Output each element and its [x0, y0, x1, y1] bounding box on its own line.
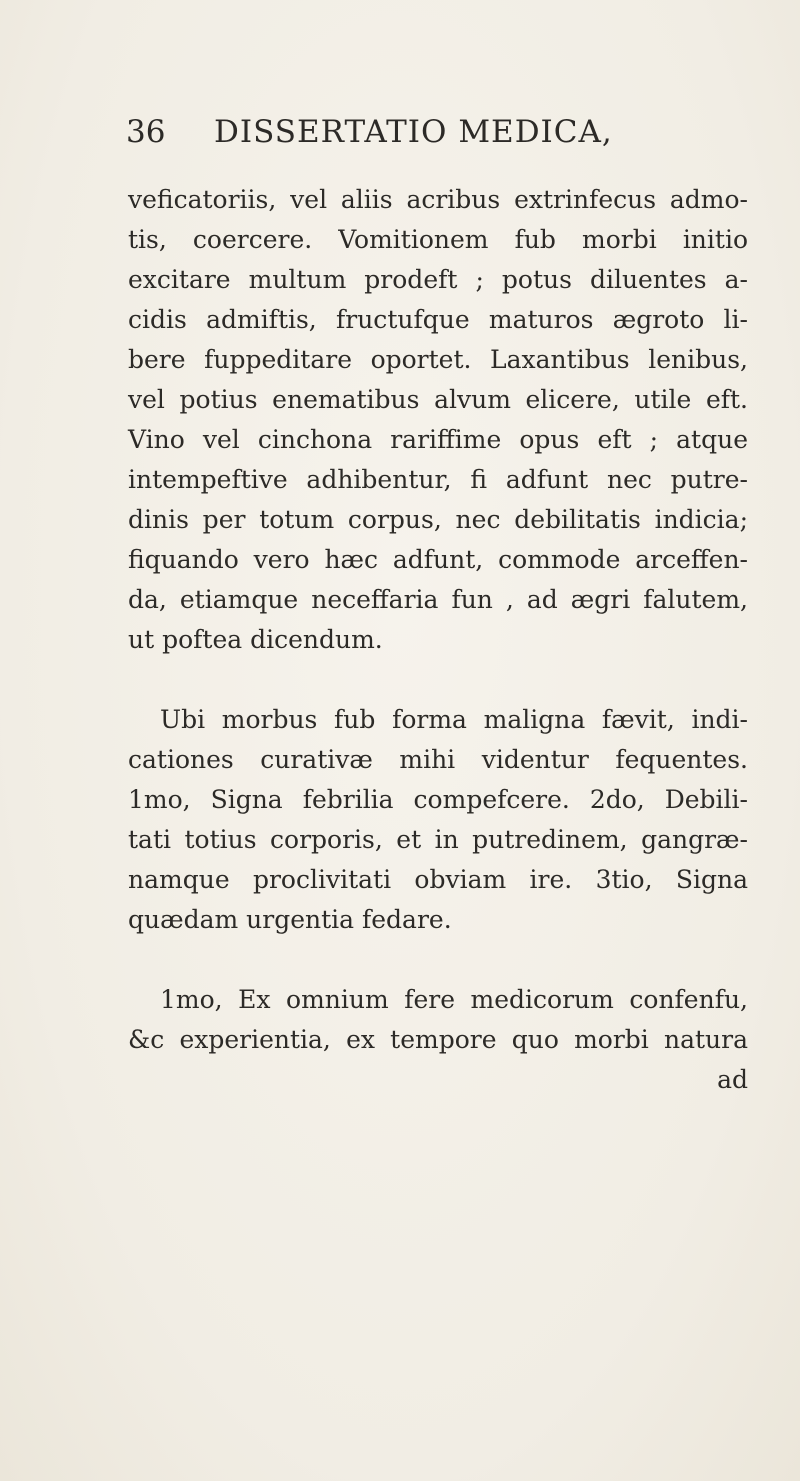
text-line: tati totius corporis, et in putredinem, gangræ- [128, 825, 748, 854]
paragraph-1 [128, 180, 748, 660]
text-line: 1mo, Ex omnium fere medicorum confenfu, [160, 985, 748, 1014]
text-line: namque proclivitati obviam ire. 3tio, Signa [128, 865, 748, 894]
paragraph-gap [128, 940, 748, 980]
text-line: &c experientia, ex tempore quo morbi natura [128, 1025, 748, 1054]
text-line: quædam urgentia fedare. [128, 905, 452, 934]
text-line: cationes curativæ mihi videntur fequentes. [128, 745, 748, 774]
text-line: vel potius enematibus alvum elicere, utile eft. [128, 385, 748, 414]
text-line: cidis admiftis, fructufque maturos ægroto li- [128, 305, 748, 334]
text-line: intempeftive adhibentur, fi adfunt nec putre- [128, 465, 748, 494]
text-line: veficatoriis, vel aliis acribus extrinfecus admo- [128, 185, 748, 214]
running-title: DISSERTATIO MEDICA, [214, 114, 613, 150]
text-line: tis, coercere. Vomitionem fub morbi initio [128, 225, 748, 254]
text-line: excitare multum prodeft ; potus diluentes a- [128, 265, 748, 294]
page-header [126, 112, 746, 162]
text-line: ut poftea dicendum. [128, 625, 383, 654]
text-line: dinis per totum corpus, nec debilitatis indicia; [128, 505, 748, 534]
text-line: fiquando vero hæc adfunt, commode arceffen- [128, 545, 748, 574]
paragraph-2 [128, 700, 748, 940]
text-line: da, etiamque neceffaria fun , ad ægri falutem, [128, 585, 748, 614]
page-number: 36 [126, 114, 166, 150]
paragraph-3 [128, 980, 748, 1100]
catchword: ad [717, 1065, 748, 1094]
paragraph-gap [128, 660, 748, 700]
text-line: bere fuppeditare oportet. Laxantibus lenibus, [128, 345, 748, 374]
text-line: Ubi morbus fub forma maligna fævit, indi- [160, 705, 748, 734]
text-line: Vino vel cinchona rariffime opus eft ; atque [128, 425, 748, 454]
text-body [128, 180, 748, 1100]
text-line: 1mo, Signa febrilia compefcere. 2do, Debili- [128, 785, 748, 814]
